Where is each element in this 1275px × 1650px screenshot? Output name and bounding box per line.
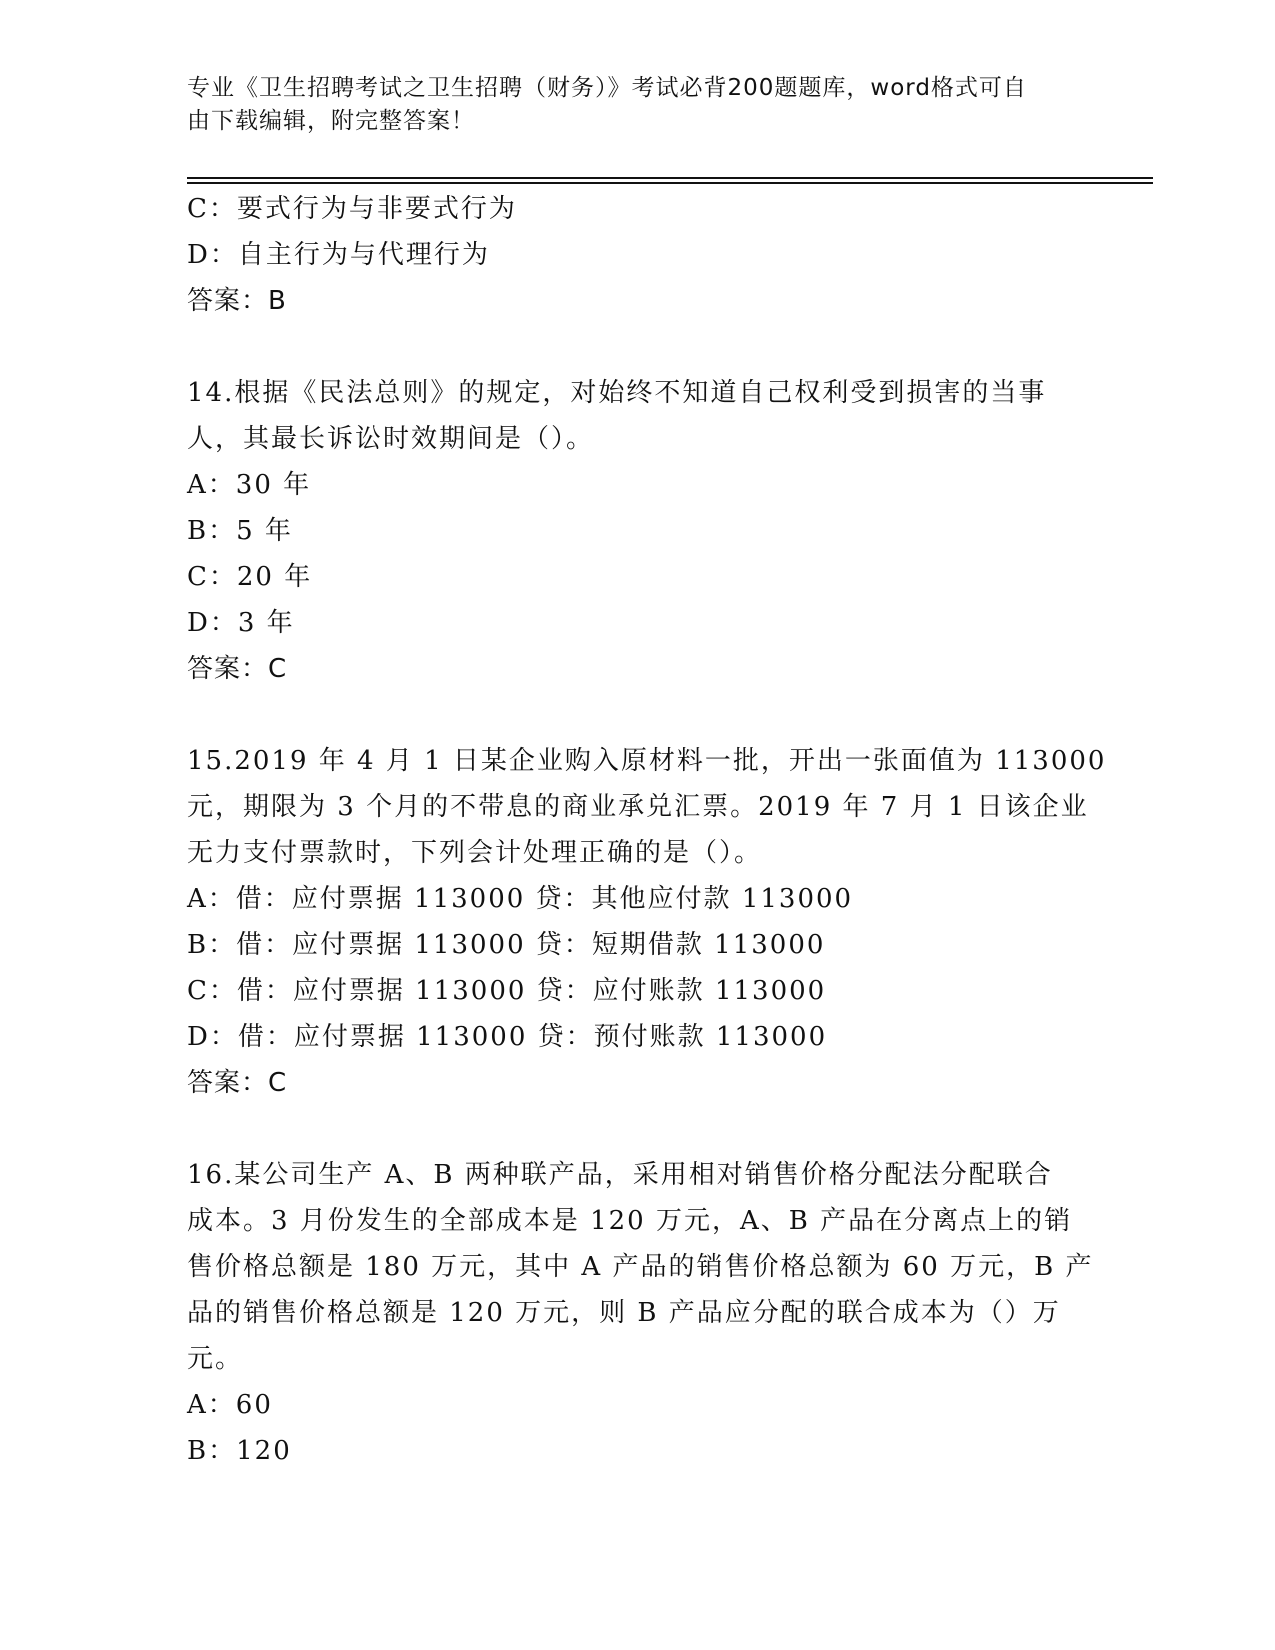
question-stem-line: 人，其最长诉讼时效期间是（）。 [187,424,595,454]
option-c: C：20 年 [187,562,313,592]
header-title-line-1: 专业《卫生招聘考试之卫生招聘（财务）》考试必背200题题库，word格式可自 [187,75,1027,101]
header-divider-bottom [187,182,1153,184]
option-b: B：120 [187,1436,292,1466]
option-b: B：借：应付票据 113000 贷：短期借款 113000 [187,930,826,960]
question-15 [187,738,1107,1106]
question-stem-line: 无力支付票款时，下列会计处理正确的是（）。 [187,838,763,868]
header-title-line-2: 由下载编辑，附完整答案！ [187,108,475,134]
answer: 答案：C [187,1068,288,1098]
option-d: D：借：应付票据 113000 贷：预付账款 113000 [187,1022,828,1052]
spacer [187,324,1067,370]
question-stem-line: 元。 [187,1344,244,1374]
question-stem-line: 售价格总额是 180 万元，其中 A 产品的销售价格总额为 60 万元，B 产 [187,1252,1094,1282]
option-a: A：30 年 [187,470,312,500]
document-header [187,72,1067,138]
question-stem-line: 14.根据《民法总则》的规定，对始终不知道自己权利受到损害的当事 [187,378,1047,408]
question-stem-line: 16.某公司生产 A、B 两种联产品，采用相对销售价格分配法分配联合 [187,1160,1053,1190]
header-divider-top [187,177,1153,179]
question-stem-line: 15.2019 年 4 月 1 日某企业购入原材料一批，开出一张面值为 113000 [187,746,1107,776]
option-d: D：3 年 [187,608,295,638]
spacer [187,1106,1067,1152]
option-a: A：借：应付票据 113000 贷：其他应付款 113000 [187,884,854,914]
option-a: A：60 [187,1390,273,1420]
question-16 [187,1152,1094,1474]
question-stem-line: 成本。3 月份发生的全部成本是 120 万元，A、B 产品在分离点上的销 [187,1206,1073,1236]
option-b: B：5 年 [187,516,293,546]
answer: 答案：B [187,286,287,316]
question-stem-line: 品的销售价格总额是 120 万元，则 B 产品应分配的联合成本为（）万 [187,1298,1061,1328]
answer: 答案：C [187,654,288,684]
question-13 [187,186,1067,324]
option-c: C：借：应付票据 113000 贷：应付账款 113000 [187,976,827,1006]
question-stem-line: 元，期限为 3 个月的不带息的商业承兑汇票。2019 年 7 月 1 日该企业 [187,792,1089,822]
option-d: D：自主行为与代理行为 [187,240,490,270]
spacer [187,692,1067,738]
question-14 [187,370,1067,692]
option-c: C：要式行为与非要式行为 [187,194,517,224]
question-list [187,186,1107,1474]
